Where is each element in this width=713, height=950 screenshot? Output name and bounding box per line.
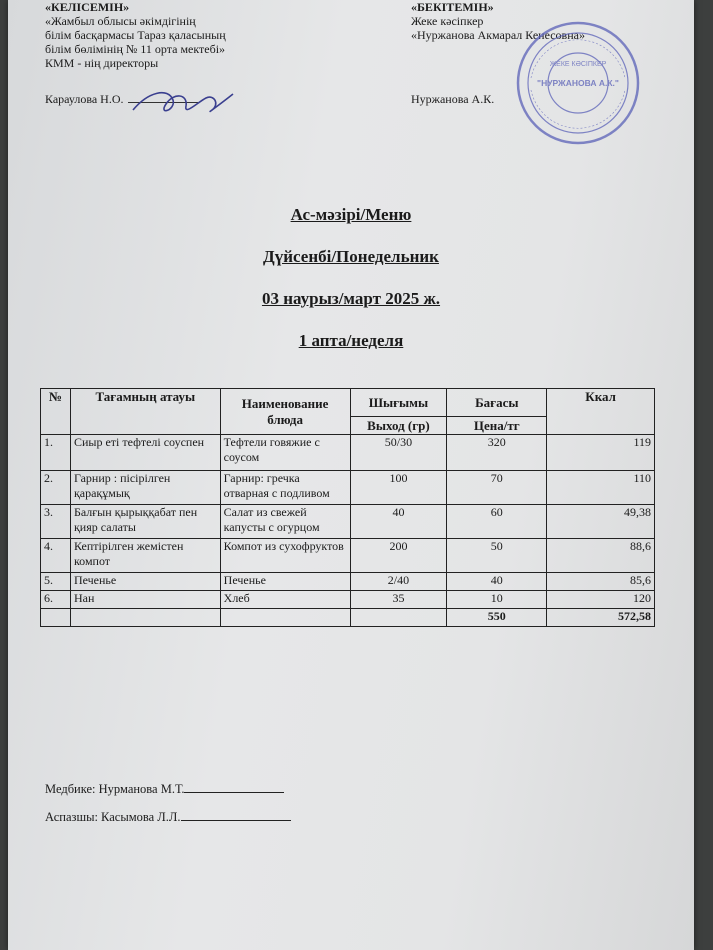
- header-output-ru: Выход (гр): [350, 417, 447, 435]
- row-kcal: 49,38: [547, 505, 655, 539]
- totals-row: [41, 609, 655, 627]
- row-name-ru: Салат из свежей капусты с огурцом: [220, 505, 350, 539]
- row-price: 10: [447, 591, 547, 609]
- signature-line: [181, 820, 291, 821]
- header-kcal: Ккал: [547, 389, 655, 435]
- approval-signer: Караулова Н.О.: [45, 92, 124, 106]
- total-kcal: 572,58: [547, 609, 655, 627]
- menu-date: 03 наурыз/март 2025 ж.: [261, 289, 441, 308]
- row-kcal: 119: [547, 435, 655, 471]
- approval-title: «БЕКІТЕМІН»: [411, 0, 494, 14]
- approval-line: «Жамбыл облысы әкімдігінің: [45, 14, 196, 28]
- row-num: 3.: [41, 505, 71, 539]
- row-price: 320: [447, 435, 547, 471]
- header-num: №: [41, 389, 71, 435]
- row-name-kz: Печенье: [70, 573, 220, 591]
- handwritten-signature: [128, 82, 238, 122]
- row-output: 100: [350, 471, 447, 505]
- row-name-ru: Тефтели говяжие с соусом: [220, 435, 350, 471]
- row-kcal: 88,6: [547, 539, 655, 573]
- approval-line: білім бөлімінің № 11 орта мектебі»: [45, 42, 226, 56]
- stamp-top-text: ЖЕКЕ КӘСІПКЕР: [549, 61, 607, 68]
- row-name-ru: Печенье: [220, 573, 350, 591]
- table-row: [41, 539, 655, 573]
- row-num: 4.: [41, 539, 71, 573]
- row-output: 200: [350, 539, 447, 573]
- table-row: [41, 505, 655, 539]
- table-row: [41, 435, 655, 471]
- row-name-kz: Балғын қырыққабат пен қияр салаты: [70, 505, 220, 539]
- row-price: 70: [447, 471, 547, 505]
- header-output-kz: Шығымы: [350, 389, 447, 417]
- signature-line: [184, 792, 284, 793]
- row-name-ru: Гарнир: гречка отварная с подливом: [220, 471, 350, 505]
- row-price: 50: [447, 539, 547, 573]
- row-kcal: 85,6: [547, 573, 655, 591]
- header-price-kz: Бағасы: [447, 389, 547, 417]
- document-page: [8, 0, 694, 950]
- table-row: [41, 573, 655, 591]
- row-name-ru: Компот из сухофруктов: [220, 539, 350, 573]
- row-kcal: 120: [547, 591, 655, 609]
- row-kcal: 110: [547, 471, 655, 505]
- row-num: 5.: [41, 573, 71, 591]
- row-output: 40: [350, 505, 447, 539]
- header-name-ru: Наименование блюда: [220, 389, 350, 435]
- cook-name: Аспазшы: Касымова Л.Л.: [45, 810, 181, 824]
- approval-line: білім басқармасы Тараз қаласының: [45, 28, 226, 42]
- row-price: 60: [447, 505, 547, 539]
- row-num: 6.: [41, 591, 71, 609]
- approval-signer: Нуржанова А.К.: [411, 92, 495, 106]
- row-name-kz: Сиыр еті тефтелі соуспен: [70, 435, 220, 471]
- table-row: [41, 591, 655, 609]
- nurse-name: Медбике: Нурманова М.Т.: [45, 782, 185, 796]
- menu-day: Дүйсенбі/Понедельник: [263, 247, 439, 266]
- row-output: 2/40: [350, 573, 447, 591]
- row-num: 2.: [41, 471, 71, 505]
- row-output: 50/30: [350, 435, 447, 471]
- nurse-signature-row: [45, 782, 284, 797]
- document-titles: [8, 205, 694, 373]
- header-price-ru: Цена/тг: [447, 417, 547, 435]
- row-name-kz: Кептірілген жемістен компот: [70, 539, 220, 573]
- approval-title: «КЕЛІСЕМІН»: [45, 0, 130, 14]
- approval-line: КММ - нің директоры: [45, 56, 159, 70]
- row-name-kz: Нан: [70, 591, 220, 609]
- total-price: 550: [447, 609, 547, 627]
- menu-week: 1 апта/неделя: [298, 331, 404, 350]
- cook-signature-row: [45, 810, 291, 825]
- menu-table: [40, 388, 655, 627]
- table-row: [41, 471, 655, 505]
- stamp-center-text: "НУРЖАНОВА А.К.": [537, 78, 619, 88]
- row-name-kz: Гарнир : пісірілген қарақұмық: [70, 471, 220, 505]
- row-price: 40: [447, 573, 547, 591]
- header-name-kz: Тағамның атауы: [70, 389, 220, 435]
- row-num: 1.: [41, 435, 71, 471]
- official-stamp: [513, 18, 643, 148]
- approval-line: «Нуржанова Акмарал Кенесовна»: [411, 28, 585, 42]
- menu-title: Ас-мәзірі/Меню: [290, 205, 412, 224]
- row-name-ru: Хлеб: [220, 591, 350, 609]
- approval-line: Жеке кәсіпкер: [411, 14, 484, 28]
- row-output: 35: [350, 591, 447, 609]
